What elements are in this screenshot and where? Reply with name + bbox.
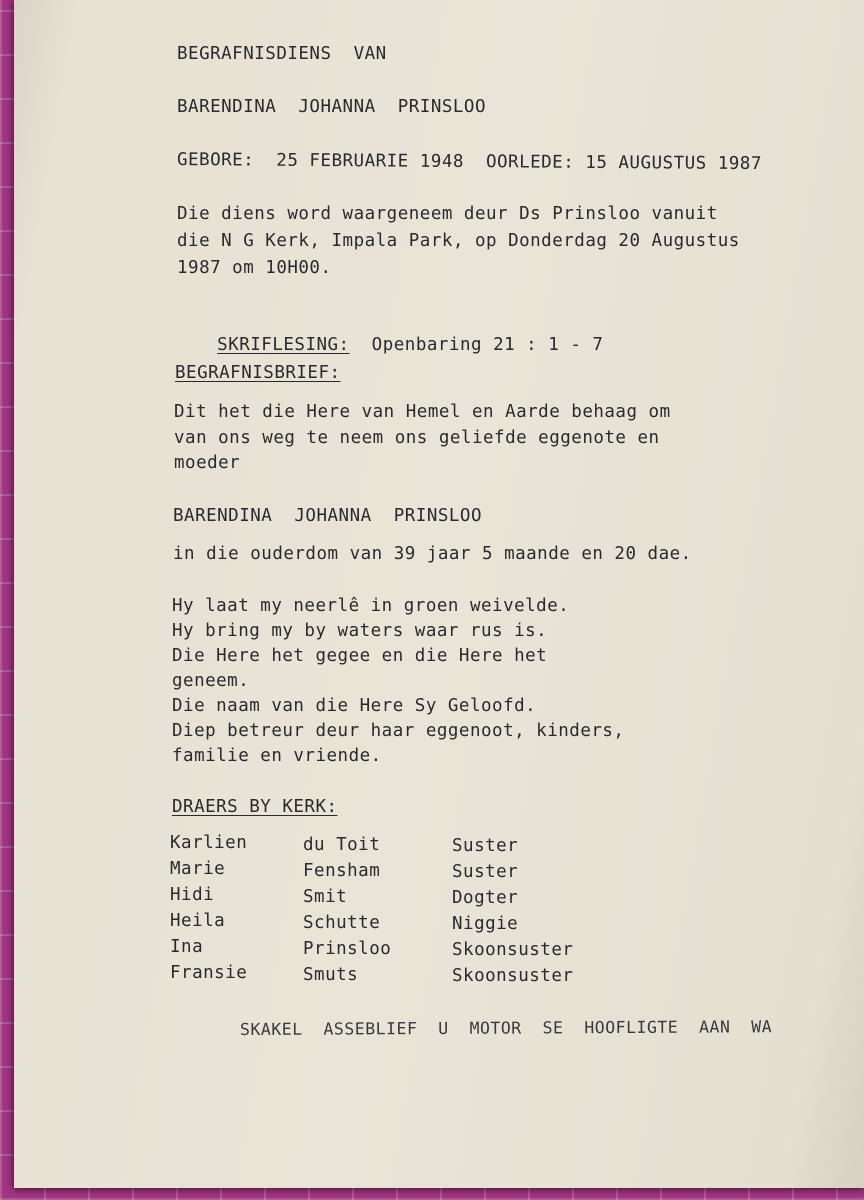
bearer-first-name: Hidi (170, 885, 215, 905)
bearer-last-name: Schutte (303, 913, 381, 933)
bearer-relation: Suster (452, 836, 519, 856)
service-line-2: die N G Kerk, Impala Park, op Donderdag 20 Augustus (177, 231, 740, 251)
verse-line-4: geneem. (172, 671, 250, 691)
letter-line-2: van ons weg te neem ons geliefde eggenote en (174, 428, 660, 448)
letter-line-3: moeder (174, 453, 241, 473)
service-line-3: 1987 om 10H00. (177, 258, 332, 278)
bearer-last-name: du Toit (303, 835, 381, 855)
bearer-last-name: Smit (303, 887, 348, 907)
bearer-relation: Dogter (452, 888, 519, 908)
letter-deceased-name: BARENDINA JOHANNA PRINSLOO (173, 506, 483, 526)
bearer-first-name: Heila (170, 911, 226, 931)
program-title: BEGRAFNISDIENS VAN (177, 44, 387, 64)
bearer-relation: Skoonsuster (452, 940, 574, 960)
bearer-relation: Skoonsuster (452, 966, 574, 986)
verse-line-6: Diep betreur deur haar eggenoot, kinders, (172, 721, 625, 741)
scripture-reading-value: Openbaring 21 : 1 - 7 (371, 335, 604, 355)
bearer-first-name: Fransie (170, 963, 248, 983)
verse-line-3: Die Here het gegee en die Here het (172, 646, 548, 666)
letter-age: in die ouderdom van 39 jaar 5 maande en 20 dae. (173, 544, 692, 564)
letter-line-1: Dit het die Here van Hemel en Aarde behaag om (174, 402, 671, 422)
verse-line-7: familie en vriende. (172, 746, 382, 766)
headlights-notice: SKAKEL ASSEBLIEF U MOTOR SE HOOFLIGTE AAN WA (239, 1017, 773, 1039)
bearer-first-name: Ina (170, 937, 204, 957)
bearer-last-name: Smuts (303, 965, 359, 985)
funeral-letter-label: BEGRAFNISBRIEF: (175, 363, 341, 383)
bearer-relation: Suster (452, 862, 519, 882)
funeral-program-page (14, 0, 864, 1188)
bearer-first-name: Marie (170, 859, 226, 879)
deceased-name: BARENDINA JOHANNA PRINSLOO (177, 97, 487, 117)
verse-line-1: Hy laat my neerlê in groen weivelde. (172, 596, 570, 616)
bearer-relation: Niggie (452, 914, 519, 934)
service-line-1: Die diens word waargeneem deur Ds Prinsloo vanuit (177, 204, 718, 224)
bearer-last-name: Prinsloo (303, 939, 392, 959)
bearers-label: DRAERS BY KERK: (172, 797, 338, 817)
birth-death-dates: GEBORE: 25 FEBRUARIE 1948 OORLEDE: 15 AUGUSTUS 1987 (176, 150, 762, 175)
bearer-first-name: Karlien (170, 833, 248, 853)
scripture-reading-label: SKRIFLESING: (217, 335, 350, 355)
verse-line-2: Hy bring my by waters waar rus is. (172, 621, 548, 641)
verse-line-5: Die naam van die Here Sy Geloofd. (172, 696, 537, 716)
bearer-last-name: Fensham (303, 861, 381, 881)
